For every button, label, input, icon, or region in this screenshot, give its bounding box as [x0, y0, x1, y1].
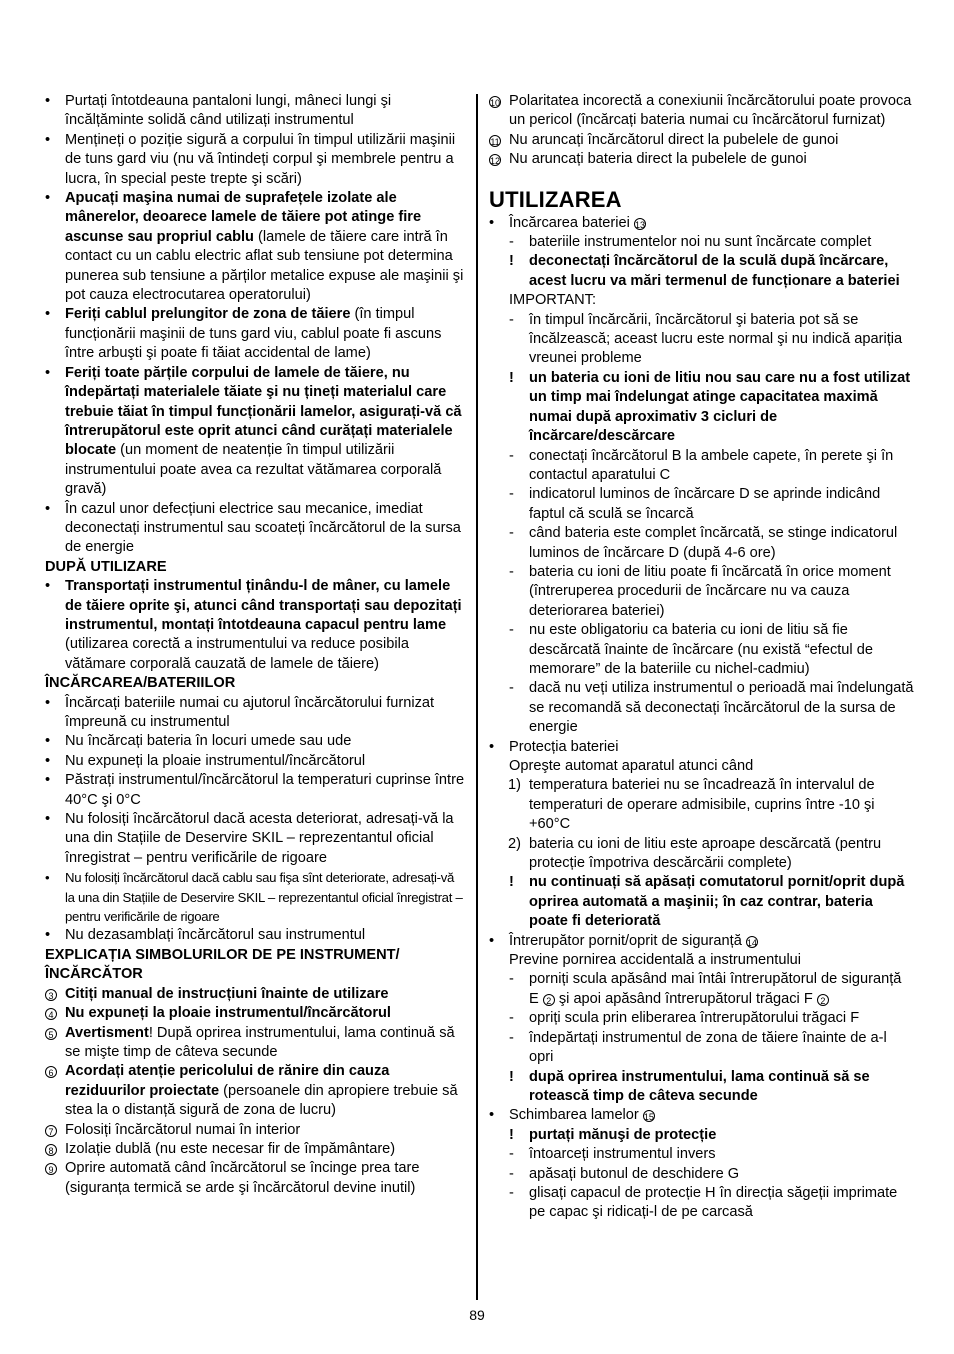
sub-item: - îndepărtați instrumentul de zona de tăiere înainte de a-l opri	[509, 1029, 887, 1066]
number-circle-icon: 3	[45, 989, 57, 1001]
number-circle-icon: 5	[45, 1028, 57, 1040]
number-circle-icon: 13	[634, 219, 645, 230]
number-circle-icon: 10	[490, 98, 501, 108]
number-circle-icon: 12	[490, 156, 501, 167]
important-label: IMPORTANT:	[509, 292, 597, 309]
sub-item: - conectați încărcătorul B la ambele capete, în perete şi în contactul aparatului C	[509, 447, 894, 483]
sub-item: - bateriile instrumentelor noi nu sunt încărcate complet	[509, 234, 872, 251]
list-item: • Nu folosiți încărcătorul dacă cablu sau fişa sînt deteriorate, adresați-vă la una din Stațiile de Deservire SKIL – reprezentantul oficial înregistrat – pentru verificările de rigoare	[45, 868, 465, 926]
list-item: • Apucați maşina numai de suprafețele izolate ale mânerelor, deoarece lamele de tăiere pot atinge fire ascunse sau propriul cablu (lamele de tăiere care intră în contact cu un cablu electric aflat sub tensiune pot determina punerea sub tensiune a părților metalice expuse ale maşinii şi pot cauza electrocutarea operatorului)	[45, 189, 465, 305]
sub-item: - porniți scula apăsând mai întâi întrerupătorul de siguranță E 2 şi apoi apăsând întrerupătorul trăgaci F 2	[509, 971, 902, 1007]
warning-item: ! nu continuați să apăsați comutatorul pornit/oprit după oprirea automată a maşinii; în caz contrar, bateria poate fi deteriorată	[509, 874, 905, 930]
list-item: • În cazul unor defecțiuni electrice sau mecanice, imediat deconectați instrumentul sau scoateți încărcătorul de la sursa de energie	[45, 500, 465, 558]
list-item: • Încărcarea bateriei 13	[489, 214, 914, 233]
right-column	[489, 92, 914, 1223]
list-item: • Nu folosiți încărcătorul dacă acesta deteriorat, adresați-vă la una din Stațiile de Deservire SKIL – reprezentantul oficial înregistrat – pentru verificările de rigoare	[45, 810, 465, 868]
sub-item: - apăsați butonul de deschidere G	[509, 1165, 740, 1182]
symbol-item: 9 Oprire automată când încărcătorul se încinge prea tare (siguranța termică se arde şi încărcătorul devine inutil)	[45, 1159, 465, 1198]
list-item: • Nu expuneți la ploaie instrumentul/încărcătorul	[45, 752, 465, 771]
numbered-item: 1) temperatura bateriei nu se încadrează în intervalul de temperaturi de operare admisibile, cuprins între -10 şi +60°C	[508, 777, 875, 833]
sub-item: - dacă nu veți utiliza instrumentul o perioadă mai îndelungată se recomandă să deconectați încărcătorul de la sursa de energie	[509, 680, 914, 736]
page-number: 89	[469, 1307, 485, 1323]
paragraph: Previne pornirea accidentală a instrumentului	[509, 952, 802, 969]
number-circle-icon: 6	[45, 1066, 57, 1078]
section-title-charging: ÎNCĂRCAREA/BATERIILOR	[45, 675, 236, 692]
warning-icon: !	[509, 874, 514, 891]
section-title-symbols: EXPLICAȚIA SIMBOLURILOR DE PE INSTRUMENT/ ÎNCĂRCĂTOR	[45, 946, 400, 983]
number-circle-icon: 4	[45, 1008, 57, 1020]
warning-item: ! după oprirea instrumentului, lama continuă să se rotească timp de câteva secunde	[509, 1068, 870, 1104]
list-item: • Feriți toate părțile corpului de lamele de tăiere, nu îndepărtați materialele tăiate şi nu țineți materialul care trebuie tăiat în timpul funcționării lamelor, asigurați-vă că întrerupătorul este oprit atunci când curățați materialele blocate (un moment de neatenție în timpul utilizării instrumentului poate avea ca rezultat vătămarea corporală gravă)	[45, 364, 465, 500]
symbol-item: 5 Avertisment! După oprirea instrumentului, lama continuă să se mişte timp de câteva secunde	[45, 1024, 465, 1063]
sub-item: - indicatorul luminos de încărcare D se aprinde indicând faptul că sculă se încarcă	[509, 486, 881, 522]
sub-item: - bateria cu ioni de litiu poate fi încărcată în orice moment (întreruperea procedurii de încărcare nu va cauza deteriorarea bateriei)	[509, 563, 891, 619]
list-item: • Păstrați instrumentul/încărcătorul la temperaturi cuprinse între 40°C şi 0°C	[45, 771, 465, 810]
number-circle-icon: 8	[45, 1144, 57, 1156]
warning-icon: !	[509, 253, 514, 270]
numbered-item: 2) bateria cu ioni de litiu este aproape descărcată (pentru protecție împotriva descărcării complete)	[508, 835, 882, 872]
sub-item: - când bateria este complet încărcată, se stinge indicatorul luminos de încărcare D (după 4-6 ore)	[509, 525, 898, 561]
section-title-after-use: DUPĂ UTILIZARE	[45, 558, 167, 575]
list-item: • Nu dezasamblați încărcătorul sau instrumentul	[45, 926, 465, 945]
sub-item: - întoarceți instrumentul invers	[509, 1146, 716, 1163]
warning-item: ! un bateria cu ioni de litiu nou sau care nu a fost utilizat un timp mai îndelungat atinge capacitatea maximă numai după aproximativ 3 cicluri de încărcare/descărcare	[509, 369, 911, 445]
warning-icon: !	[509, 1068, 514, 1085]
number-circle-icon: 7	[45, 1125, 57, 1137]
symbol-item: 8 Izolație dublă (nu este necesar fir de împământare)	[45, 1140, 465, 1159]
number-circle-icon: 15	[643, 1112, 654, 1123]
list-item: • Purtați întotdeauna pantaloni lungi, mâneci lungi şi încălțăminte solidă când utilizați instrumentul	[45, 92, 465, 131]
sub-item: - în timpul încărcării, încărcătorul şi bateria pot să se încălzească; aceast lucru este normal şi nu indică apariția vreunei probleme	[509, 311, 903, 367]
list-item: • Încărcați bateriile numai cu ajutorul încărcătorului furnizat împreună cu instrumentul	[45, 694, 465, 733]
warning-icon: !	[509, 369, 514, 386]
left-column	[45, 92, 465, 1198]
number-circle-icon: 2	[543, 994, 555, 1006]
list-item: • Schimbarea lamelor 15	[489, 1106, 914, 1125]
list-item: • Nu încărcați bateria în locuri umede sau ude	[45, 732, 465, 751]
number-circle-icon: 14	[746, 937, 757, 948]
symbol-item: 4 Nu expuneți la ploaie instrumentul/încărcătorul	[45, 1004, 465, 1023]
warning-item: ! deconectați încărcătorul de la sculă după încărcare, acest lucru va mări termenul de funcționare a bateriei	[509, 253, 900, 289]
number-circle-icon: 2	[817, 994, 829, 1006]
warning-item: ! purtați mănuşi de protecție	[489, 1126, 914, 1145]
sub-item: - glisați capacul de protecție H în direcția săgeții imprimate pe capac şi ridicați-l de pe carcasă	[509, 1184, 898, 1221]
warning-icon: !	[509, 1126, 514, 1143]
symbol-item: 10 Polaritatea incorectă a conexiunii încărcătorului poate provoca un pericol (încărcați bateria numai cu încărcătorul furnizat)	[490, 93, 912, 129]
sub-item: - opriți scula prin eliberarea întrerupătorului trăgaci F	[509, 1010, 860, 1027]
symbol-item: 6 Acordați atenție pericolului de rănire din cauza reziduurilor proiectate (persoanele din apropiere trebuie să stea la o distanță sigură de zona de lucru)	[45, 1062, 465, 1120]
symbol-item: 3 Citiți manual de instrucțiuni înainte de utilizare	[45, 985, 465, 1004]
paragraph: Opreşte automat aparatul atunci când	[509, 758, 754, 774]
section-heading: UTILIZAREA	[489, 186, 622, 212]
list-item: • Transportați instrumentul ținându-l de mâner, cu lamele de tăiere oprite şi, atunci când transportați sau depozitați instrumentul, montați întotdeauna capacul pentru lame (utilizarea corectă a instrumentului va reduce posibila vătămare corporală cauzată de lamele de tăiere)	[45, 577, 465, 674]
symbol-item: 11 Nu aruncați încărcătorul direct la pubelele de gunoi	[490, 131, 839, 148]
symbol-item: 7 Folosiți încărcătorul numai în interior	[45, 1121, 465, 1140]
sub-item: - nu este obligatoriu ca bateria cu ioni de litiu să fie descărcată înainte de încărcare (nu există “efectul de memorare” de la bateriile cu nichel-cadmiu)	[509, 622, 873, 677]
symbol-item: 12 Nu aruncați bateria direct la pubelele de gunoi	[490, 151, 807, 168]
list-item: • Feriți cablul prelungitor de zona de tăiere (în timpul funcționării maşinii de tuns gard viu, cablul poate fi ascuns între arbuşti şi poate fi tăiat accidental de lame)	[45, 305, 465, 363]
number-circle-icon: 11	[490, 136, 500, 147]
number-circle-icon: 9	[45, 1163, 57, 1175]
list-item: • Mențineți o poziție sigură a corpului în timpul utilizării maşinii de tuns gard viu (nu vă întindeți corpul şi membrele pentru a lucra, în special peste trepte şi scări)	[45, 131, 465, 189]
column-divider	[476, 94, 478, 1300]
list-item: • Protecția bateriei	[489, 738, 914, 757]
list-item: • Întrerupător pornit/oprit de siguranță 14	[489, 932, 914, 951]
